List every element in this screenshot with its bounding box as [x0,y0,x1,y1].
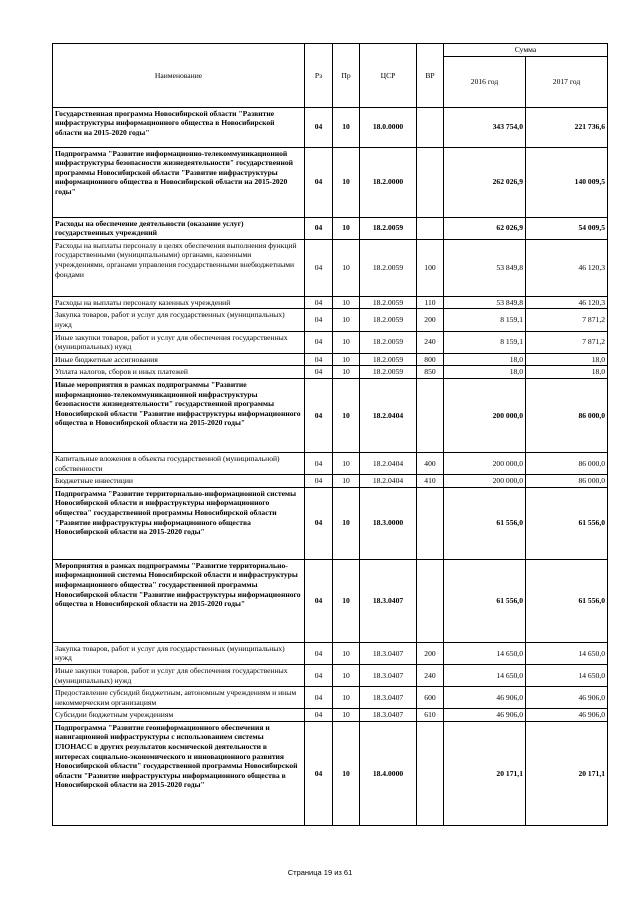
row-name: Государственная программа Новосибирской области "Развитие инфраструктуры информационного общества в Новосибирской области на 2015-2020 годы" [53,107,305,147]
row-amount-2017: 221 736,6 [526,107,608,147]
row-amount-2016: 53 849,8 [444,239,526,296]
row-csr: 18.4.0000 [360,721,417,825]
row-amount-2016: 18,0 [444,366,526,379]
row-pr: 10 [333,366,360,379]
row-pr: 10 [333,217,360,239]
table-row [53,366,608,379]
row-pr: 10 [333,664,360,686]
budget-table [52,43,608,826]
row-rz: 04 [305,309,333,331]
row-rz: 04 [305,475,333,488]
row-pr: 10 [333,309,360,331]
row-rz: 04 [305,217,333,239]
row-pr: 10 [333,239,360,296]
row-vr: 200 [417,309,444,331]
row-amount-2017: 54 009,5 [526,217,608,239]
table-body [53,107,608,825]
row-vr: 200 [417,642,444,664]
table-row [53,559,608,642]
row-vr: 600 [417,687,444,709]
row-name: Иные закупки товаров, работ и услуг для обеспечения государственных (муниципальных) нужд [53,331,305,353]
row-pr: 10 [333,331,360,353]
table-row [53,721,608,825]
row-amount-2016: 61 556,0 [444,559,526,642]
row-pr: 10 [333,487,360,559]
row-rz: 04 [305,559,333,642]
row-csr: 18.2.0059 [360,331,417,353]
row-csr: 18.2.0059 [360,217,417,239]
row-amount-2017: 18,0 [526,366,608,379]
table-row [53,217,608,239]
row-name: Иные бюджетные ассигнования [53,353,305,366]
row-name: Расходы на выплаты персоналу в целях обеспечения выполнения функций государственными (муниципальными) органами, казенными учреждениями, органами управления государственными внебюджетными фондами [53,239,305,296]
row-amount-2017: 14 650,0 [526,664,608,686]
row-rz: 04 [305,296,333,309]
row-vr: 850 [417,366,444,379]
row-amount-2017: 7 871,2 [526,309,608,331]
row-rz: 04 [305,107,333,147]
row-amount-2017: 20 171,1 [526,721,608,825]
row-csr: 18.2.0059 [360,366,417,379]
row-name: Расходы на обеспечение деятельности (оказание услуг) государственных учреждений [53,217,305,239]
row-vr: 410 [417,475,444,488]
header-name: Наименование [53,44,305,108]
row-name: Подпрограмма "Развитие информационно-телекоммуникационной инфраструктуры безопасности жизнедеятельности" государственной программы Новосибирской области "Развитие инфраструктуры информационного общества в Новосибирской области на 2015-2020 годы" [53,147,305,217]
row-rz: 04 [305,487,333,559]
row-csr: 18.2.0404 [360,475,417,488]
row-amount-2016: 343 754,0 [444,107,526,147]
row-amount-2017: 86 000,0 [526,378,608,452]
row-vr [417,559,444,642]
row-vr [417,721,444,825]
row-amount-2017: 61 556,0 [526,559,608,642]
row-vr [417,147,444,217]
row-amount-2016: 46 906,0 [444,687,526,709]
row-pr: 10 [333,353,360,366]
row-amount-2016: 200 000,0 [444,452,526,474]
row-amount-2016: 61 556,0 [444,487,526,559]
table-row [53,147,608,217]
table-row [53,107,608,147]
header-2016: 2016 год [444,56,526,107]
row-csr: 18.3.0407 [360,559,417,642]
table-row [53,378,608,452]
row-name: Предоставление субсидий бюджетным, автономным учреждениям и иным некоммерческим организациям [53,687,305,709]
table-row [53,331,608,353]
row-pr: 10 [333,687,360,709]
row-rz: 04 [305,366,333,379]
row-vr: 240 [417,664,444,686]
row-amount-2017: 86 000,0 [526,452,608,474]
row-csr: 18.0.0000 [360,107,417,147]
row-csr: 18.2.0404 [360,452,417,474]
row-rz: 04 [305,721,333,825]
row-csr: 18.3.0000 [360,487,417,559]
row-vr [417,487,444,559]
row-amount-2017: 46 906,0 [526,709,608,722]
table-row [53,687,608,709]
table-row [53,353,608,366]
row-amount-2016: 14 650,0 [444,664,526,686]
row-csr: 18.3.0407 [360,709,417,722]
row-vr: 610 [417,709,444,722]
row-amount-2016: 8 159,1 [444,331,526,353]
row-amount-2017: 18,0 [526,353,608,366]
table-row [53,709,608,722]
row-rz: 04 [305,687,333,709]
row-csr: 18.2.0059 [360,309,417,331]
header-csr: ЦСР [360,44,417,108]
row-rz: 04 [305,239,333,296]
row-csr: 18.3.0407 [360,664,417,686]
row-amount-2016: 200 000,0 [444,378,526,452]
row-amount-2016: 8 159,1 [444,309,526,331]
row-amount-2017: 61 556,0 [526,487,608,559]
row-csr: 18.2.0059 [360,296,417,309]
header-sum: Сумма [444,44,608,57]
row-amount-2017: 86 000,0 [526,475,608,488]
row-vr: 100 [417,239,444,296]
row-pr: 10 [333,559,360,642]
page-footer: Страница 19 из 61 [287,868,353,877]
row-vr: 240 [417,331,444,353]
table-row [53,664,608,686]
row-rz: 04 [305,331,333,353]
row-name: Уплата налогов, сборов и иных платежей [53,366,305,379]
row-vr [417,378,444,452]
table-row [53,642,608,664]
row-pr: 10 [333,378,360,452]
header-pr: Пр [333,44,360,108]
table-row [53,296,608,309]
table-row [53,452,608,474]
row-csr: 18.3.0407 [360,642,417,664]
row-pr: 10 [333,107,360,147]
row-rz: 04 [305,452,333,474]
row-amount-2016: 18,0 [444,353,526,366]
row-name: Субсидии бюджетным учреждениям [53,709,305,722]
row-amount-2017: 46 120,3 [526,296,608,309]
row-name: Иные мероприятия в рамках подпрограммы "Развитие информационно-телекоммуникационной инфраструктуры безопасности жизнедеятельности" государственной программы Новосибирской области "Развитие инфраструктуры информационного общества в Новосибирской области на 2015-2020 годы" [53,378,305,452]
row-pr: 10 [333,721,360,825]
row-amount-2017: 46 906,0 [526,687,608,709]
table-row [53,239,608,296]
table-row [53,487,608,559]
row-amount-2016: 62 026,9 [444,217,526,239]
row-name: Бюджетные инвестиции [53,475,305,488]
row-name: Закупка товаров, работ и услуг для государственных (муниципальных) нужд [53,309,305,331]
row-csr: 18.3.0407 [360,687,417,709]
row-rz: 04 [305,378,333,452]
row-pr: 10 [333,642,360,664]
row-pr: 10 [333,296,360,309]
row-amount-2016: 14 650,0 [444,642,526,664]
row-amount-2017: 46 120,3 [526,239,608,296]
row-name: Подпрограмма "Развитие территориально-информационной системы Новосибирской области и инфраструктуры информационного общества" государственной программы Новосибирской области "Развитие инфраструктуры информационного общества Новосибирской области на 2015-2020 годы" [53,487,305,559]
row-amount-2016: 53 849,8 [444,296,526,309]
row-rz: 04 [305,709,333,722]
row-amount-2016: 262 026,9 [444,147,526,217]
row-pr: 10 [333,475,360,488]
row-name: Расходы на выплаты персоналу казенных учреждений [53,296,305,309]
row-amount-2017: 7 871,2 [526,331,608,353]
table-row [53,475,608,488]
row-rz: 04 [305,664,333,686]
header-2017: 2017 год [526,56,608,107]
header-rz: Рз [305,44,333,108]
row-pr: 10 [333,147,360,217]
row-pr: 10 [333,709,360,722]
row-name: Иные закупки товаров, работ и услуг для обеспечения государственных (муниципальных) нужд [53,664,305,686]
row-vr: 400 [417,452,444,474]
row-name: Подпрограмма "Развитие геоинформационного обеспечения и навигационной инфраструктуры с использованием системы ГЛОНАСС в других результатов космической деятельности в интересах социально-экономического и инновационного развития Новосибирской области" государственной программы Новосибирской области "Развитие инфраструктуры информационного общества в Новосибирской области на 2015-2020 годы" [53,721,305,825]
row-amount-2016: 46 906,0 [444,709,526,722]
row-name: Мероприятия в рамках подпрограммы "Развитие территориально-информационной системы Новосибирской области и инфраструктуры информационного общества" государственной программы Новосибирской области "Развитие инфраструктуры информационного общества в Новосибирской области на 2015-2020 годы" [53,559,305,642]
table-row [53,309,608,331]
row-csr: 18.2.0059 [360,353,417,366]
row-amount-2016: 200 000,0 [444,475,526,488]
header-vr: ВР [417,44,444,108]
row-vr [417,107,444,147]
row-amount-2017: 140 009,5 [526,147,608,217]
row-vr: 800 [417,353,444,366]
row-rz: 04 [305,353,333,366]
row-vr [417,217,444,239]
row-name: Закупка товаров, работ и услуг для государственных (муниципальных) нужд [53,642,305,664]
row-name: Капитальные вложения в объекты государственной (муниципальной) собственности [53,452,305,474]
row-vr: 110 [417,296,444,309]
row-csr: 18.2.0000 [360,147,417,217]
row-rz: 04 [305,147,333,217]
row-amount-2016: 20 171,1 [444,721,526,825]
row-csr: 18.2.0404 [360,378,417,452]
row-amount-2017: 14 650,0 [526,642,608,664]
row-rz: 04 [305,642,333,664]
row-pr: 10 [333,452,360,474]
row-csr: 18.2.0059 [360,239,417,296]
